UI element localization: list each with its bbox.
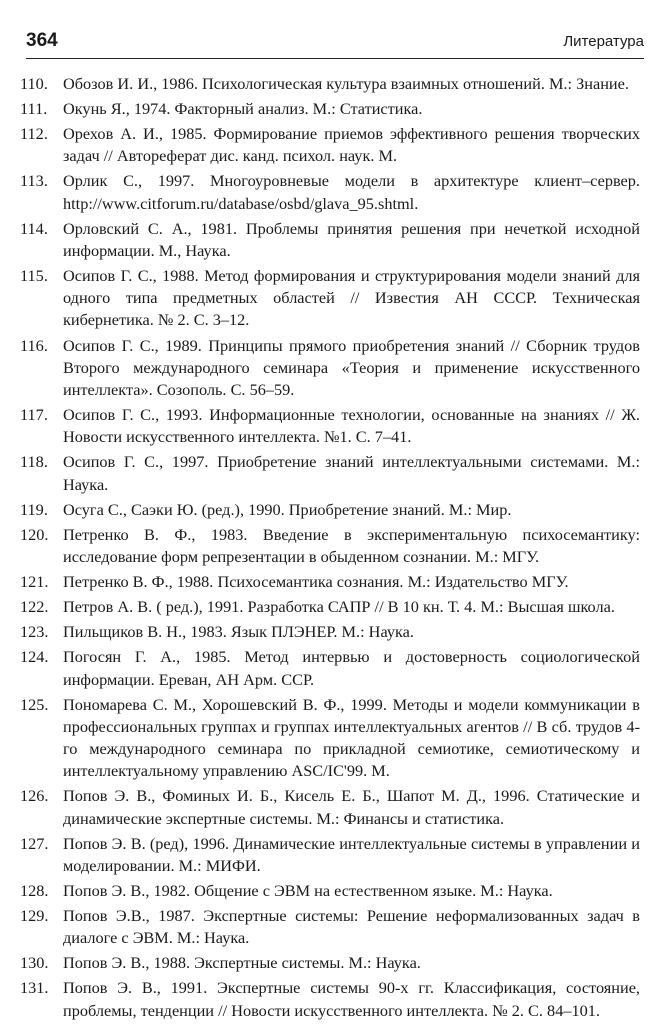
- reference-text: Попов Э.В., 1987. Экспертные системы: Решение неформализованных задач в диалоге с ЭВМ. М.: Наука.: [63, 906, 640, 948]
- reference-text: Пономарева С. М., Хорошевский В. Ф., 1999. Методы и модели коммуникации в профессиональных группах и группах интеллектуальных агентов // В сб. трудов 4-го международного семинара по прикладной семиотике, семиотическому и интеллектуальному управлению ASC/IC'99. М.: [63, 694, 640, 781]
- reference-text: Осипов Г. С., 1988. Метод формирования и структурирования модели знаний для одного типа предметных областей // Известия АН СССР. Техническая кибернетика. № 2. С. 3–12.: [63, 266, 640, 330]
- reference-item: [20, 404, 640, 448]
- reference-text: Орехов А. И., 1985. Формирование приемов эффективного решения творческих задач // Автореферат дис. канд. психол. наук. М.: [63, 124, 640, 166]
- reference-text: Петренко В. Ф., 1988. Психосемантика сознания. М.: Издательство МГУ.: [63, 572, 569, 592]
- reference-text: Осипов Г. С., 1989. Принципы прямого приобретения знаний // Сборник трудов Второго международного семинара «Теория и применение искусственного интеллекта». Созополь. С. 56–59.: [63, 335, 640, 399]
- reference-number: 128.: [20, 880, 49, 900]
- reference-text: Осуга С., Саэки Ю. (ред.), 1990. Приобретение знаний. М.: Мир.: [63, 499, 512, 519]
- reference-item: [20, 694, 640, 783]
- reference-number: 113.: [20, 171, 48, 191]
- reference-list: [20, 73, 640, 1025]
- reference-text: Попов Э. В., Фоминых И. Б., Кисель Е. Б., Шапот М. Д., 1996. Статические и динамические экспертные системы. М.: Финансы и статистика.: [63, 786, 640, 828]
- reference-text: Пильщиков В. Н., 1983. Язык ПЛЭНЕР. М.: Наука.: [63, 622, 414, 642]
- reference-number: 131.: [20, 978, 49, 998]
- reference-item: [20, 524, 640, 568]
- reference-text: Петров А. В. ( ред.), 1991. Разработка САПР // В 10 кн. Т. 4. М.: Высшая школа.: [63, 597, 615, 617]
- reference-number: 123.: [20, 622, 49, 642]
- reference-item: [20, 833, 640, 877]
- reference-number: 115.: [20, 266, 48, 286]
- page-number: 364: [26, 30, 58, 51]
- reference-number: 126.: [20, 786, 49, 806]
- reference-text: Попов Э. В., 1982. Общение с ЭВМ на естественном языке. М.: Наука.: [63, 880, 553, 900]
- reference-item: [20, 646, 640, 690]
- reference-item: [20, 123, 640, 167]
- reference-text: Обозов И. И., 1986. Психологическая культура взаимных отношений. М.: Знание.: [63, 74, 629, 93]
- reference-item: [20, 73, 640, 95]
- reference-text: Петренко В. Ф., 1983. Введение в экспериментальную психосемантику: исследование форм репрезентации в обыденном сознании. М.: МГУ.: [63, 524, 640, 566]
- reference-text: Осипов Г. С., 1997. Приобретение знаний интеллектуальными системами. М.: Наука.: [63, 452, 640, 494]
- reference-number: 110.: [20, 74, 48, 93]
- header-rule: [26, 58, 644, 59]
- reference-item: [20, 905, 640, 949]
- reference-item: [20, 170, 640, 214]
- reference-item: [20, 785, 640, 829]
- reference-number: 111.: [20, 99, 48, 119]
- reference-item: [20, 265, 640, 332]
- reference-number: 114.: [20, 218, 48, 238]
- reference-number: 121.: [20, 572, 49, 592]
- reference-text: Попов Э. В., 1988. Экспертные системы. М.: Наука.: [63, 953, 421, 973]
- reference-text: Орловский С. А., 1981. Проблемы принятия решения при нечеткой исходной информации. М., Наука.: [63, 218, 640, 260]
- reference-number: 116.: [20, 335, 48, 355]
- reference-item: [20, 571, 640, 593]
- reference-number: 120.: [20, 524, 49, 544]
- reference-text: Орлик С., 1997. Многоуровневые модели в архитектуре клиент–сервер. http://www.citforum.ru/database/osbd/glava_95.shtml.: [63, 171, 640, 213]
- reference-text: Попов Э. В. (ред), 1996. Динамические интеллектуальные системы в управлении и моделировании. М.: МИФИ.: [63, 833, 640, 875]
- reference-item: [20, 499, 640, 521]
- reference-number: 127.: [20, 833, 49, 853]
- reference-text: Попов Э. В., 1991. Экспертные системы 90-х гг. Классификация, состояние, проблемы, тенденции // Новости искусственного интеллекта. № 2. С. 84–101.: [63, 978, 640, 1020]
- reference-number: 119.: [20, 499, 48, 519]
- reference-item: [20, 880, 640, 902]
- page-header: [26, 30, 644, 60]
- reference-number: 112.: [20, 124, 48, 144]
- reference-number: 117.: [20, 405, 48, 425]
- reference-text: Осипов Г. С., 1993. Информационные технологии, основанные на знаниях // Ж. Новости искусственного интеллекта. №1. С. 7–41.: [63, 405, 640, 447]
- reference-item: [20, 621, 640, 643]
- reference-number: 118.: [20, 452, 48, 472]
- running-title: Литература: [563, 33, 644, 50]
- reference-item: [20, 98, 640, 120]
- reference-number: 125.: [20, 694, 49, 714]
- reference-item: [20, 451, 640, 495]
- reference-item: [20, 596, 640, 618]
- reference-number: 124.: [20, 647, 49, 667]
- reference-item: [20, 952, 640, 974]
- reference-text: Погосян Г. А., 1985. Метод интервью и достоверность социологической информации. Ереван, АН Арм. ССР.: [63, 647, 640, 689]
- reference-number: 129.: [20, 906, 49, 926]
- reference-number: 122.: [20, 597, 49, 617]
- reference-text: Окунь Я., 1974. Факторный анализ. М.: Статистика.: [63, 99, 423, 119]
- reference-item: [20, 335, 640, 402]
- reference-number: 130.: [20, 953, 49, 973]
- reference-item: [20, 218, 640, 262]
